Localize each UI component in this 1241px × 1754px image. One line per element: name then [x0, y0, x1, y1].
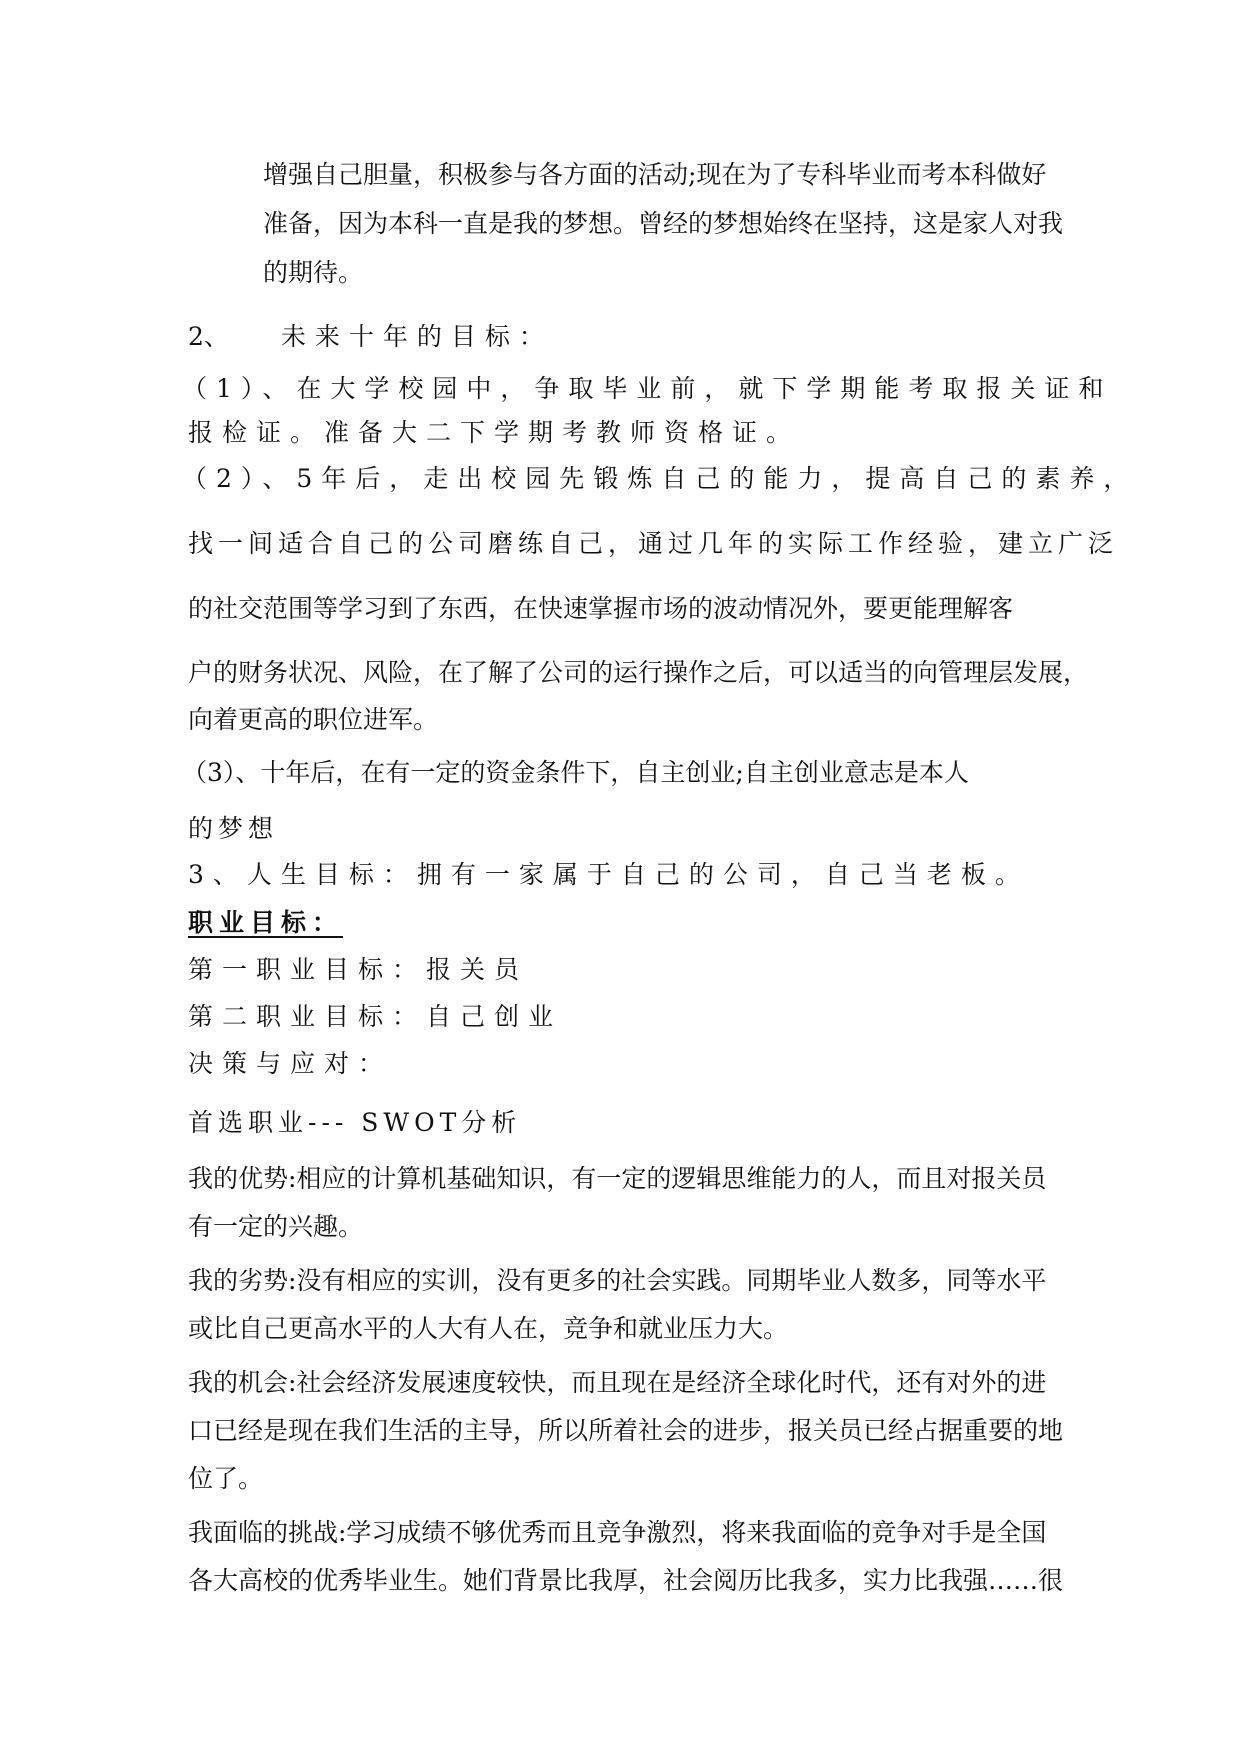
opportunity-line: 口已经是现在我们生活的主导，所以所着社会的进步，报关员已经占据重要的地 [188, 1416, 1064, 1445]
goal-2-line: 户的财务状况、风险，在了解了公司的运行操作之后，可以适当的向管理层发展， [188, 658, 1089, 687]
section-number: 2、 [188, 322, 229, 351]
goal-3-line: 的梦想 [188, 814, 279, 843]
career-goal-first: 第一职业目标：报关员 [188, 955, 529, 984]
opportunity-line: 我的机会:社会经济发展速度较快，而且现在是经济全球化时代，还有对外的进 [188, 1368, 1047, 1397]
life-goal: 3、人生目标：拥有一家属于自己的公司，自己当老板。 [188, 860, 1029, 889]
decision-heading: 决策与应对： [188, 1049, 393, 1078]
goal-2-line: （2）、5年后，走出校园先锻炼自己的能力，提高自己的素养， [182, 464, 1138, 493]
section-title: 未来十年的目标： [280, 322, 553, 351]
weakness-line: 或比自己更高水平的人大有人在，竞争和就业压力大。 [188, 1314, 789, 1343]
opportunity-line: 位了。 [188, 1464, 264, 1493]
goal-2-line: 的社交范围等学习到了东西，在快速掌握市场的波动情况外，要更能理解客 [188, 594, 1014, 623]
goal-3-line: （3）、十年后，在有一定的资金条件下，自主创业;自主创业意志是本人 [182, 758, 969, 787]
threat-line: 我面临的挑战:学习成绩不够优秀而且竞争激烈，将来我面临的竞争对手是全国 [188, 1518, 1047, 1547]
paragraph-line: 的期待。 [263, 258, 364, 287]
ten-year-goal-heading [188, 320, 553, 354]
paragraph-line: 增强自己胆量，积极参与各方面的活动;现在为了专科毕业而考本科做好 [263, 160, 1047, 189]
career-goal-second: 第二职业目标：自己创业 [188, 1002, 563, 1031]
threat-line: 各大高校的优秀毕业生。她们背景比我厚，社会阅历比我多，实力比我强……很 [188, 1566, 1064, 1595]
goal-2-line: 找一间适合自己的公司磨练自己，通过几年的实际工作经验，建立广泛 [188, 529, 1119, 558]
goal-2-line: 向着更高的职位进军。 [188, 705, 439, 734]
goal-1-line: 报检证。准备大二下学期考教师资格证。 [188, 418, 801, 447]
paragraph-line: 准备，因为本科一直是我的梦想。曾经的梦想始终在坚持，这是家人对我 [263, 209, 1064, 238]
swot-title: 首选职业--- SWOT分析 [188, 1108, 522, 1137]
goal-1-line: （1）、在大学校园中，争取毕业前，就下学期能考取报关证和 [182, 374, 1113, 403]
career-goal-heading: 职业目标： [188, 908, 344, 937]
strength-line: 有一定的兴趣。 [188, 1212, 364, 1241]
weakness-line: 我的劣势:没有相应的实训，没有更多的社会实践。同期毕业人数多，同等水平 [188, 1266, 1047, 1295]
strength-line: 我的优势:相应的计算机基础知识，有一定的逻辑思维能力的人，而且对报关员 [188, 1164, 1047, 1193]
